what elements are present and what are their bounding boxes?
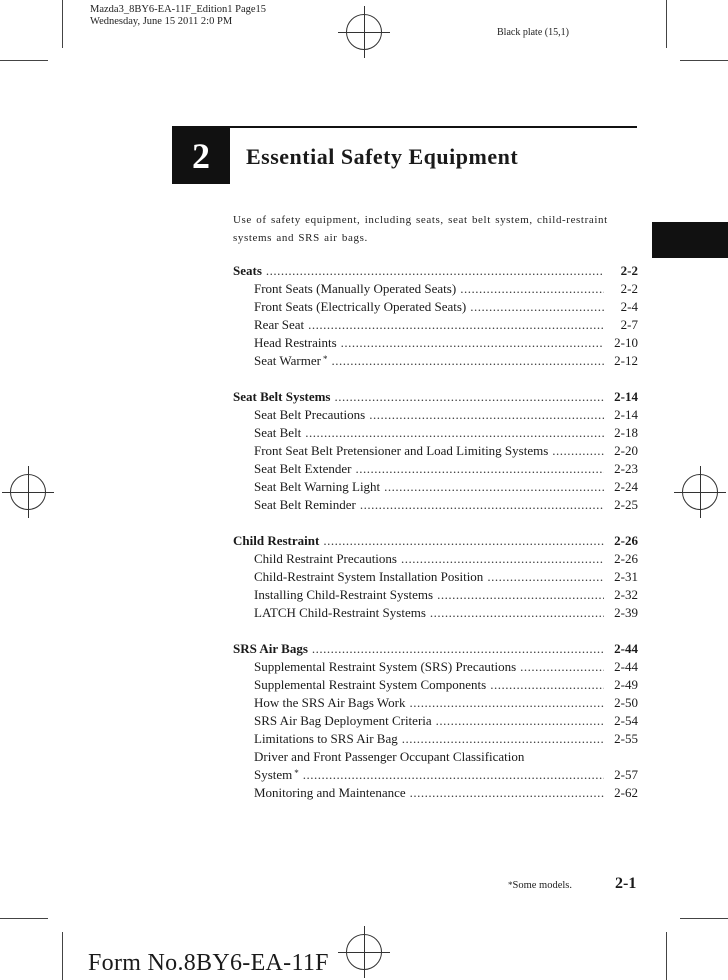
registration-mark-right: [682, 474, 718, 510]
toc-entry-page: 2-32: [614, 587, 638, 602]
toc-entry[interactable]: [233, 478, 638, 496]
registration-mark-top: [346, 14, 382, 50]
chapter-side-tab: [652, 222, 728, 258]
toc-entry[interactable]: [233, 280, 638, 298]
toc-entry-title: How the SRS Air Bags Work: [254, 695, 406, 710]
chapter-title: Essential Safety Equipment: [246, 144, 519, 169]
toc-entry[interactable]: [233, 334, 638, 352]
crop-mark-bottom-left-h: [0, 918, 48, 919]
toc-entry-page: 2-18: [614, 425, 638, 440]
toc-heading-page: 2-14: [614, 389, 638, 404]
some-models-mark: *: [322, 354, 328, 364]
print-header-date: Wednesday, June 15 2011 2:0 PM: [90, 16, 233, 27]
toc-entry-title: Front Seats (Manually Operated Seats): [254, 281, 457, 296]
toc-heading-title: Seats: [233, 263, 262, 278]
toc-entry-title: Seat Belt Extender: [254, 461, 352, 476]
crop-mark-top-right-v: [666, 0, 667, 48]
toc-entry-title: Limitations to SRS Air Bag: [254, 731, 398, 746]
toc-entry[interactable]: [233, 352, 638, 370]
toc-section-srs-air-bags: [233, 640, 638, 802]
registration-mark-left: [10, 474, 46, 510]
crop-mark-bottom-right-h: [680, 918, 728, 919]
toc-entry-page: 2-20: [614, 443, 638, 458]
toc-entry[interactable]: [233, 784, 638, 802]
toc-entry[interactable]: [233, 424, 638, 442]
toc-entry-title: SRS Air Bag Deployment Criteria: [254, 713, 432, 728]
toc-entry-title: Head Restraints: [254, 335, 337, 350]
toc-entry-page: 2-14: [614, 407, 638, 422]
footnote-mark: *: [508, 880, 513, 890]
toc-entry-title: Seat Warmer: [254, 353, 321, 368]
chapter-number: 2: [172, 128, 230, 184]
toc-heading[interactable]: [233, 262, 638, 280]
toc-entry-title: Supplemental Restraint System Components: [254, 677, 487, 692]
page-number: 2-1: [615, 875, 637, 892]
toc-section-seats: [233, 262, 638, 370]
crop-mark-top-left-v: [62, 0, 63, 48]
toc-entry[interactable]: [233, 496, 638, 514]
toc-entry-page: 2-55: [614, 731, 638, 746]
toc-entry[interactable]: [233, 406, 638, 424]
toc-entry[interactable]: [233, 586, 638, 604]
chapter-intro: Use of safety equipment, including seats, seat belt system, child-restraint systems and SRS air bags.: [233, 214, 608, 244]
toc-entry-page: 2-4: [620, 299, 638, 314]
toc-heading-page: 2-2: [620, 263, 638, 278]
crop-mark-top-left-h: [0, 60, 48, 61]
toc-entry-page: 2-25: [614, 497, 638, 512]
toc-entry[interactable]: [233, 730, 638, 748]
toc-entry-page: 2-44: [614, 659, 638, 674]
toc-heading[interactable]: [233, 388, 638, 406]
toc-entry-page: 2-54: [614, 713, 638, 728]
toc-entry[interactable]: [233, 316, 638, 334]
toc-entry-title: Seat Belt Reminder: [254, 497, 356, 512]
toc-entry-page: 2-24: [614, 479, 638, 494]
footnote-text: Some models.: [512, 880, 572, 891]
toc-entry-page: 2-57: [614, 767, 638, 782]
toc-entry[interactable]: [233, 604, 638, 622]
form-number: Form No.8BY6-EA-11F: [88, 950, 329, 976]
toc-entry-title: Front Seat Belt Pretensioner and Load Limiting Systems: [254, 443, 549, 458]
toc-entry-title-line2: System: [254, 767, 293, 782]
toc-entry-title: Driver and Front Passenger Occupant Classification: [254, 749, 525, 764]
print-header: [90, 4, 266, 28]
toc-entry-page: 2-12: [614, 353, 638, 368]
toc-entry-page: 2-10: [614, 335, 638, 350]
crop-mark-bottom-right-v: [666, 932, 667, 980]
chapter-rule: [172, 126, 637, 128]
toc-entry[interactable]: [233, 550, 638, 568]
toc-entry-page: 2-62: [614, 785, 638, 800]
toc-entry-page: 2-7: [620, 317, 638, 332]
toc-entry-title: Supplemental Restraint System (SRS) Precautions: [254, 659, 517, 674]
toc-entry-page: 2-23: [614, 461, 638, 476]
toc-entry[interactable]: [233, 658, 638, 676]
toc-entry-title: Seat Belt Warning Light: [254, 479, 381, 494]
toc-heading-title: Seat Belt Systems: [233, 389, 331, 404]
toc-entry[interactable]: [233, 442, 638, 460]
toc-heading[interactable]: [233, 532, 638, 550]
toc-entry-page: 2-39: [614, 605, 638, 620]
registration-mark-bottom: [346, 934, 382, 970]
toc-entry-continuation[interactable]: [233, 766, 638, 784]
toc-section-child-restraint: [233, 532, 638, 622]
toc-entry-title: Child-Restraint System Installation Position: [254, 569, 484, 584]
toc-heading-page: 2-26: [614, 533, 638, 548]
toc-entry-page: 2-49: [614, 677, 638, 692]
toc-heading-page: 2-44: [614, 641, 638, 656]
toc-entry-page: 2-26: [614, 551, 638, 566]
toc-section-seat-belt-systems: [233, 388, 638, 514]
toc-entry-title: Installing Child-Restraint Systems: [254, 587, 434, 602]
crop-mark-top-right-h: [680, 60, 728, 61]
some-models-mark: *: [294, 768, 299, 778]
toc-heading-title: Child Restraint: [233, 533, 320, 548]
toc-entry[interactable]: [233, 676, 638, 694]
toc-entry-title: Front Seats (Electrically Operated Seats): [254, 299, 467, 314]
crop-mark-bottom-left-v: [62, 932, 63, 980]
footnote: [508, 880, 572, 891]
toc-entry[interactable]: [233, 298, 638, 316]
toc-entry-title: Monitoring and Maintenance: [254, 785, 406, 800]
print-header-file: Mazda3_8BY6-EA-11F_Edition1 Page15: [90, 4, 267, 15]
toc-entry-page: 2-2: [620, 281, 638, 296]
plate-label: Black plate (15,1): [497, 27, 569, 38]
toc-entry-title: LATCH Child-Restraint Systems: [254, 605, 426, 620]
toc-entry-title: Seat Belt Precautions: [254, 407, 366, 422]
toc-entry-page: 2-31: [614, 569, 638, 584]
toc-entry[interactable]: [233, 568, 638, 586]
toc-entry[interactable]: [233, 694, 638, 712]
toc-entry-title: Child Restraint Precautions: [254, 551, 397, 566]
toc-entry[interactable]: [233, 460, 638, 478]
table-of-contents: [233, 262, 638, 820]
toc-heading[interactable]: [233, 640, 638, 658]
toc-entry-page: 2-50: [614, 695, 638, 710]
toc-entry[interactable]: [233, 712, 638, 730]
toc-entry-title: Rear Seat: [254, 317, 305, 332]
toc-heading-title: SRS Air Bags: [233, 641, 308, 656]
toc-entry-title: Seat Belt: [254, 425, 302, 440]
